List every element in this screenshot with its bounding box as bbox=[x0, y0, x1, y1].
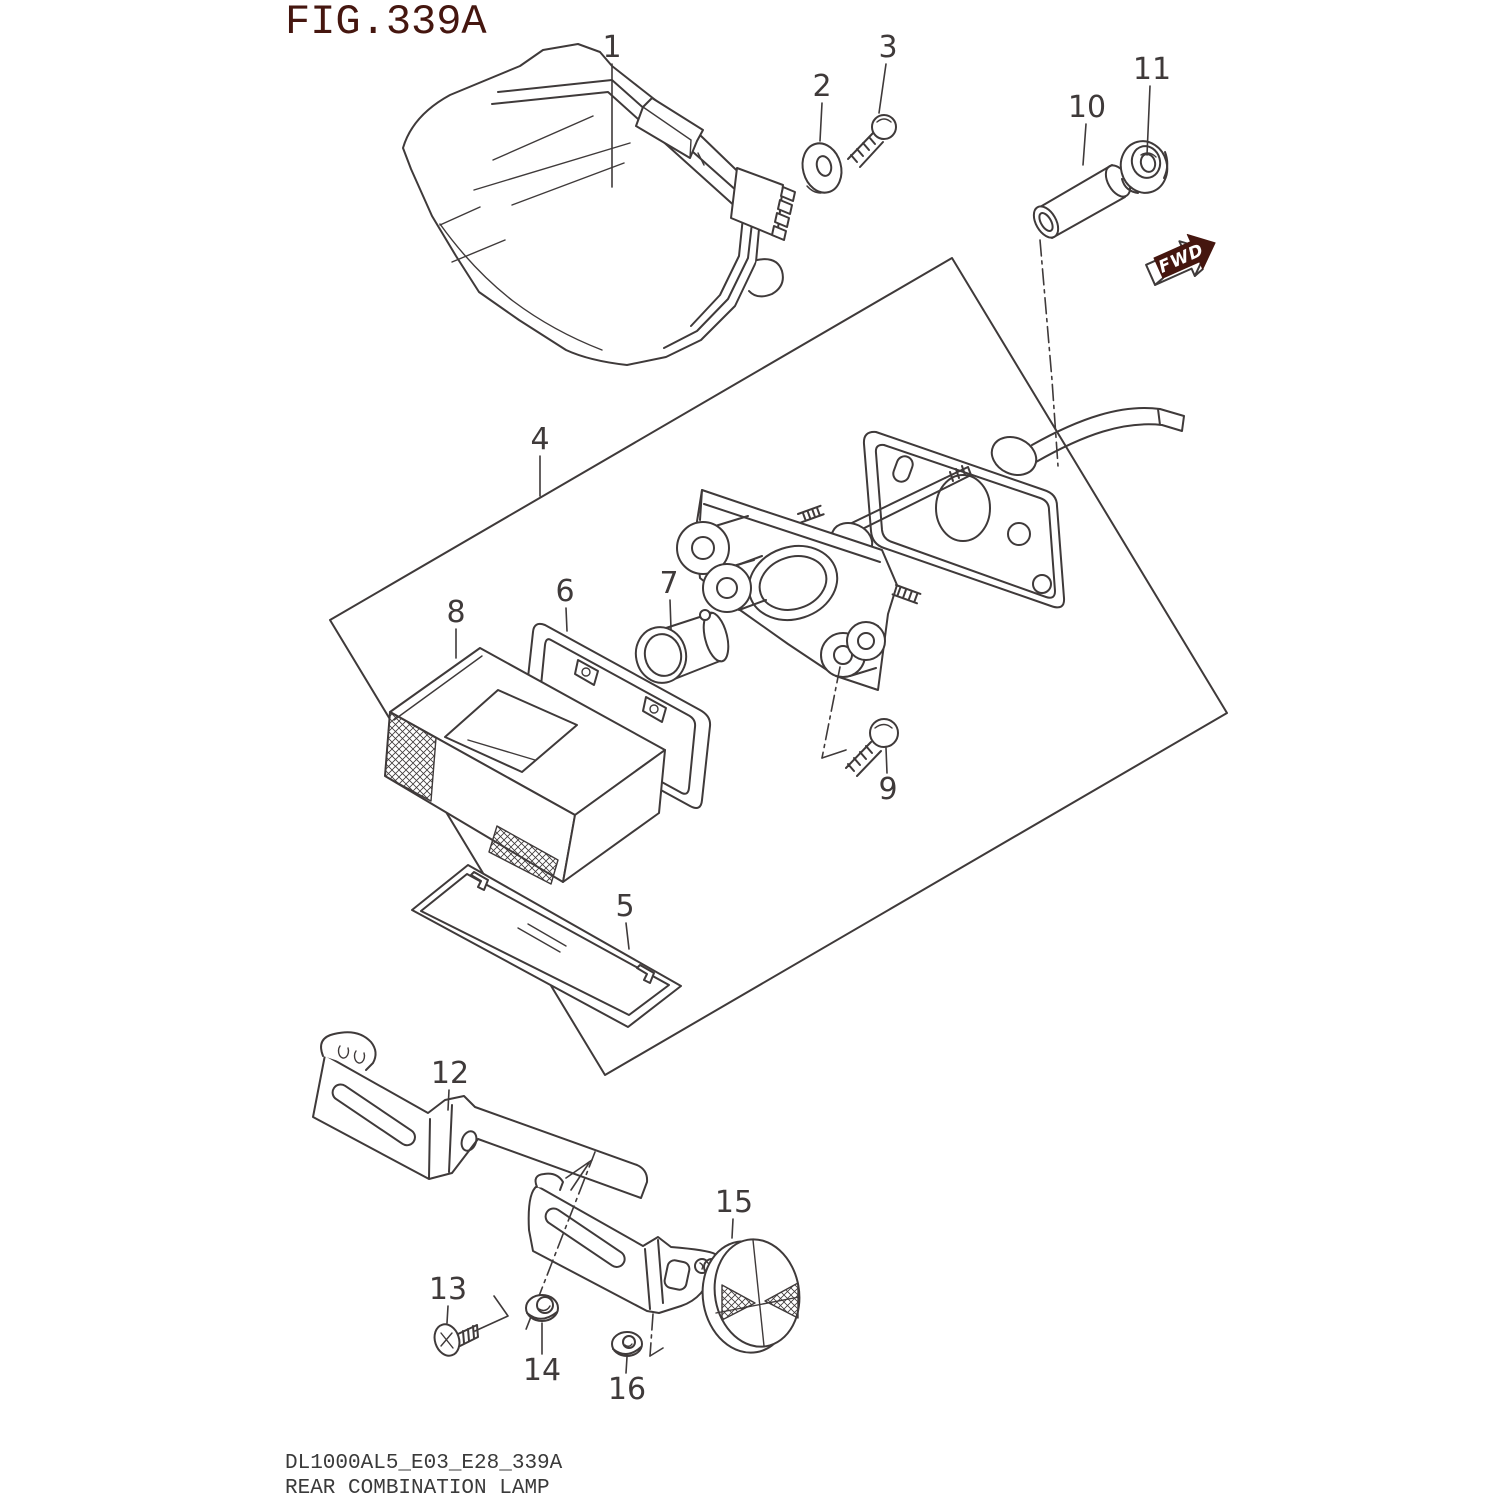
fwd-arrow bbox=[1142, 225, 1224, 292]
nut-part-16 bbox=[612, 1332, 642, 1356]
part-label-8: 8 bbox=[446, 595, 466, 630]
part-label-12: 12 bbox=[430, 1056, 470, 1091]
part-label-9: 9 bbox=[878, 772, 898, 807]
footer-name: REAR COMBINATION LAMP bbox=[285, 1477, 550, 1500]
part-label-11: 11 bbox=[1132, 52, 1172, 87]
part-label-16: 16 bbox=[607, 1372, 647, 1407]
footer-code: DL1000AL5_E03_E28_339A bbox=[285, 1452, 563, 1475]
part-label-15: 15 bbox=[714, 1185, 754, 1220]
part-label-4: 4 bbox=[530, 422, 550, 457]
part-label-5: 5 bbox=[615, 889, 635, 924]
lamp-assembly-part-1 bbox=[403, 44, 795, 365]
pointer-screw9 bbox=[822, 750, 846, 758]
figure-title: FIG.339A bbox=[285, 0, 487, 46]
alignment-line-screw9 bbox=[822, 667, 840, 758]
bracket-part-12 bbox=[313, 1032, 721, 1313]
fwd-label: FWD bbox=[1155, 240, 1208, 278]
gasket-part-5 bbox=[412, 865, 681, 1027]
wire-harness bbox=[986, 408, 1184, 482]
part-label-1: 1 bbox=[602, 30, 622, 65]
part-label-14: 14 bbox=[522, 1353, 562, 1388]
part-label-10: 10 bbox=[1067, 90, 1107, 125]
screw-part-13 bbox=[431, 1321, 478, 1359]
spacer-part-10 bbox=[1029, 161, 1135, 241]
screw-part-3 bbox=[848, 115, 896, 167]
screw-part-9 bbox=[846, 719, 898, 776]
nut-part-14 bbox=[526, 1295, 558, 1321]
bulb-part-7 bbox=[631, 610, 733, 688]
part-label-7: 7 bbox=[659, 566, 679, 601]
washer-part-2 bbox=[797, 139, 847, 197]
part-label-3: 3 bbox=[878, 30, 898, 65]
part-label-6: 6 bbox=[555, 574, 575, 609]
part-label-2: 2 bbox=[812, 69, 832, 104]
part-label-13: 13 bbox=[428, 1272, 468, 1307]
